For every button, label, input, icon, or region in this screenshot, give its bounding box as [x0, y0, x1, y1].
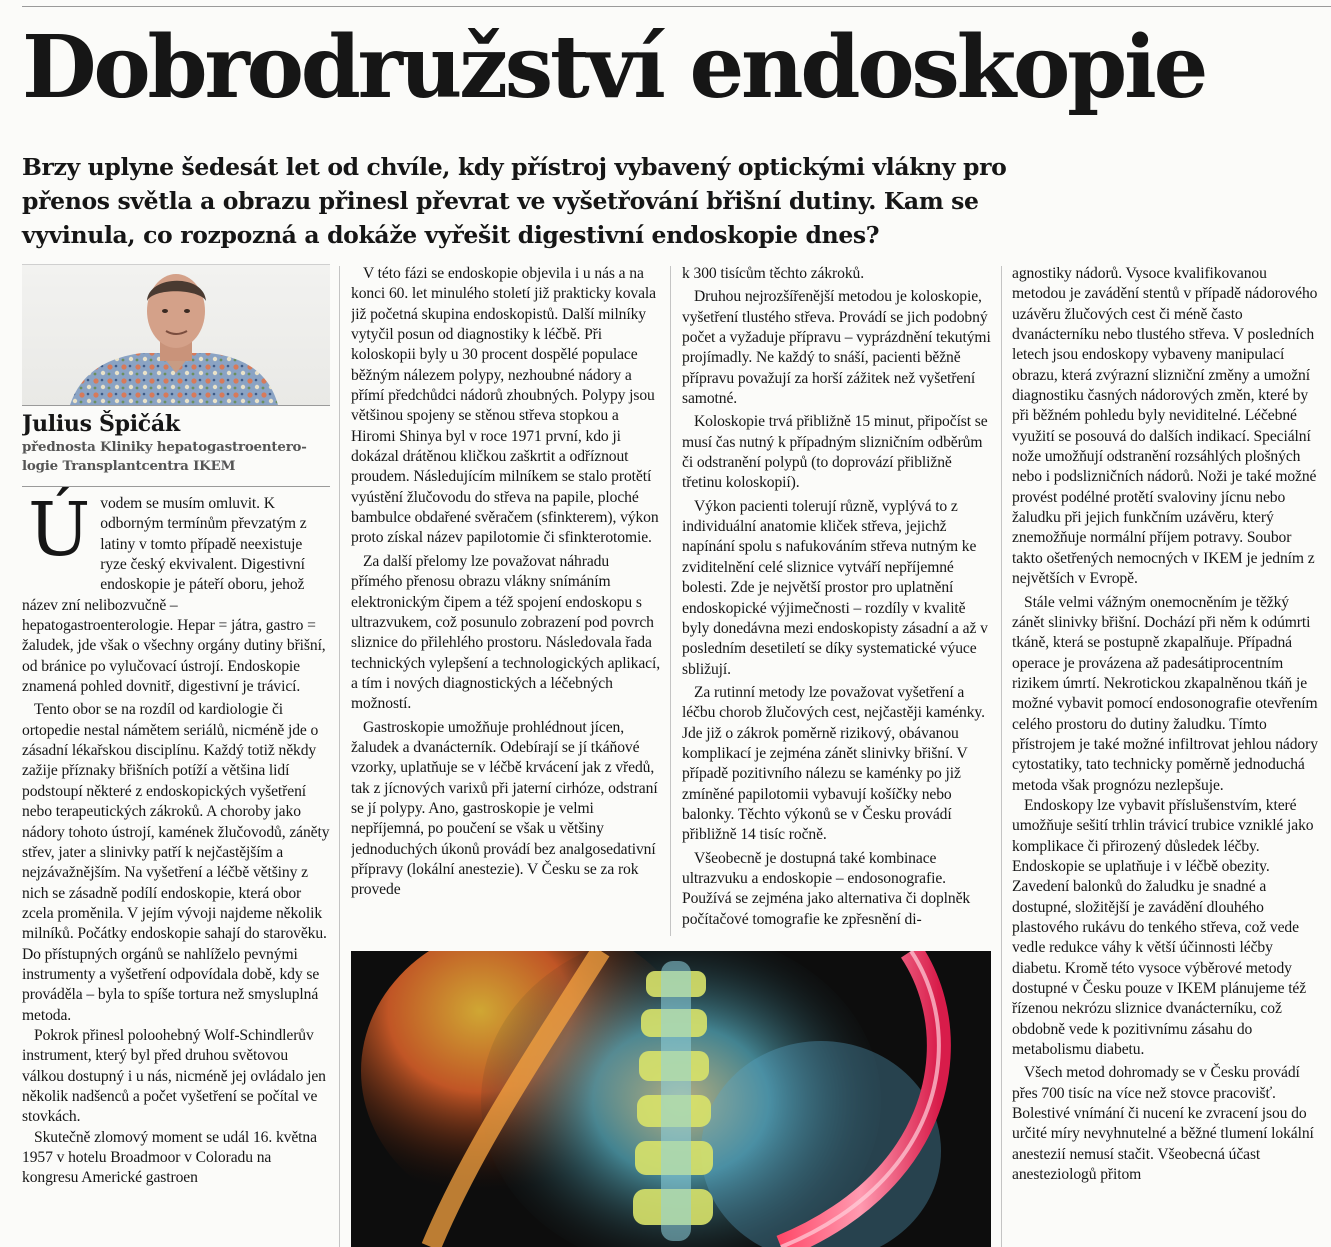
column-separator	[1001, 266, 1002, 1247]
paragraph: V této fázi se endoskopie objevila i u nás a na konci 60. let minulého století již prakticky kovala již početná skupina endoskopistů. Další milníky vytyčil posun od diagnostiky k léčbě. Při koloskopii byly u 30 procent dospělé populace běžným nálezem polypy, nezhoubné nádory a přímí předchůdci nádorů zhoubných. Polypy jsou většinou spojeny se stěnou střeva stopkou a Hiromi Shinya byl v roce 1971 první, kdo ji dokázal drátěnou kličkou zaškrtit a odříznout proudem. Následujícím milníkem se stalo protětí vyústění žlučovodu do střeva na papile, ploché bambulce obdařené svěračem (sfinkterem), výkon proto získal název papilotomie či sfinkterotomie.	[351, 265, 659, 547]
top-rule	[22, 6, 1331, 7]
lead-paragraph: Brzy uplyne šedesát let od chvíle, kdy přístroj vybavený optickými vlákny pro přenos světla a obrazu přinesl převrat ve vyšetřování břišní dutiny. Kam se vyvinula, co rozpozná a dokáže vyřešit digestivní endoskopie dnes?	[22, 153, 1007, 249]
paragraph: Za další přelomy lze považovat náhradu přímého přenosu obrazu vlákny snímáním elektronickým čipem a též spojení endoskopu s ultrazvukem, což posunulo zobrazení pod povrch sliznice do přilehlého prostoru. Následovala řada technických vylepšení a technologických aplikací, a tím i nových diagnostických a léčebných možností.	[351, 552, 661, 713]
paragraph: Druhou nejrozšířenější metodou je koloskopie, vyšetření tlustého střeva. Provádí se jich podobný počet a vyžaduje přípravu – vyprázdnění tekutými projímadly. Ne každý to snáší, pacienti běžně přípravu považují za horší zážitek než vyšetření samotné.	[682, 288, 991, 408]
paragraph: Za rutinní metody lze považovat vyšetření a léčbu chorob žlučových cest, nejčastěji kaménky. Jde již o zákrok poměrně rizikový, obávanou komplikací je zejména zánět slinivky břišní. V případě pozitivního nálezu se kaménky po již zmíněné papilotomii vybavují košíčky nebo balonky. Těchto výkonů se v Česku provádí přibližně 14 tisíc ročně.	[682, 683, 985, 844]
paragraph: Všech metod dohromady se v Česku provádí přes 700 tisíc na více než stovce pracovišť. Bolestivé vnímání či nucení ke zvracení jsou do určité míry nevyhnutelné a běžné tlumení lokální anestezií nemusí stačit. Všeobecná účast anesteziologů přitom	[1012, 1064, 1314, 1184]
paragraph: Endoskopy lze vybavit příslušenstvím, které umožňuje sešití trhlin trávicí trubice vzniklé jako komplikace či přirozený důsledek léčby. Endoskopie se uplatňuje i v léčbě obezity. Zavedení balonků do žaludku je snadné a dostupné, složitější je zavádění dlouhého plastového rukávu do tenkého střeva, což vede vedle redukce váhy k větší účinnosti léčby diabetu. Kromě této vysoce výběrové metody dostupné v Česku pouze v IKEM plánujeme též řízenou nekrózu sliznice dvanácterníku, což obdobně vede k pozitivnímu zásahu do metabolismu diabetu.	[1012, 796, 1314, 1059]
paragraph: Všeobecně je dostupná také kombinace ultrazvuku a endoskopie – endosonografie. Používá se zejména jako alternativa či doplněk počítačové tomografie ke zpřesnění di-	[682, 849, 971, 928]
column-separator	[339, 266, 340, 1247]
paragraph: Pokrok přinesl poloohebný Wolf-Schindlerův instrument, který byl před druhou světovou válkou dostupný i u nás, nicméně jej ovládalo jen několik nadšenců a počet vyšetření se počítal ve stovkách.	[22, 1026, 326, 1126]
paragraph: Tento obor se na rozdíl od kardiologie či ortopedie nestal námětem seriálů, nicméně jde o zásadní lékařskou disciplínu. Každý totiž někdy zažije příznaky břišních potíží a většina lidí podstoupí některé z endoskopických vyšetření nebo terapeutických zákroků. A choroby jako nádory tohoto ústrojí, kamének žlučovodů, záněty střev, jater a slinivky patří k nejčastějším a nejzávažnějším. Na vyšetření a léčbě většiny z nich se zásadně podílí endoskopie, která obor zcela proměnila. V jejím vývoji najdeme několik milníků. Počátky endoskopie sahají do starověku. Do přístupných orgánů se nahlíželo pevnými instrumenty a vyšetření odpovídala době, kdy se prováděla – byla to spíše tortura než smysluplná metoda.	[22, 701, 330, 1024]
author-bottom-rule	[22, 486, 330, 487]
paragraph: Výkon pacienti tolerují různě, vyplývá to z individuální anatomie kliček střeva, jejichž napínání spolu s nafukováním střeva nutným ke zviditelnění celé sliznice vytváří nepříjemné bolesti. Zde je největší prostor pro uplatnění endoskopické výjimečnosti – rozdíly v kvalitě byly donedávna mezi endoskopisty zásadní a až v posledním desetiletí se díky systematické výuce sbližují.	[682, 497, 988, 678]
paragraph: agnostiky nádorů. Vysoce kvalifikovanou metodou je zavádění stentů v případě nádorového uzávěru žlučových cest či méně často dvanácterníku nebo tlustého střeva. V posledních letech jsou endoskopy vybaveny manipulací obrazu, která zvýrazní slizniční změny a umožní diagnostiku časných nádorových změn, které by při běžném pohledu byly neviditelné. Léčebné využití se posouvá do dalších indikací. Speciální nože umožňují odstranění rozsáhlých plošných nebo i podslizničních nádorů. Noži je také možné provést podélné protětí svaloviny jícnu nebo žaludku při jejich funkčním uzávěru, který znemožňuje normální příjem potravy. Soubor takto ošetřených nemocných v IKEM je jedním z největších v Evropě.	[1012, 265, 1318, 588]
column-4	[1012, 264, 1324, 1247]
author-role: přednosta Kliniky hepatogastroenterologie Transplantcentra IKEM	[22, 439, 307, 474]
paragraph: Koloskopie trvá přibližně 15 minut, připočíst se musí čas nutný k případným slizničním odběrům či odstranění polypů (to doprovází přibližně třetinu koloskopií).	[682, 413, 988, 492]
paragraph: vodem se musím omluvit. K odborným termínům převzatým z latiny v tomto případě neexistuje ryze český ekvivalent. Digestivní endoskopie je páteří oboru, jehož název zní nelibozvučně – hepatogastroenterologie. Hepar = játra, gastro = žaludek, jde však o všechny orgány dutiny břišní, od bránice po vylučovací ústrojí. Endoskopie znamená pohled dovnitř, digestivní je trávicí.	[22, 495, 326, 696]
column-3	[682, 264, 992, 932]
author-photo	[22, 264, 330, 405]
headline: Dobrodružství endoskopie	[22, 17, 1206, 118]
column-1	[22, 264, 330, 1247]
author-box	[22, 264, 330, 487]
paragraph: Skutečně zlomový moment se udál 16. května 1957 v hotelu Broadmoor v Coloradu na kongresu Americké gastroen	[22, 1128, 317, 1187]
column-2	[351, 264, 661, 932]
column-separator	[670, 266, 671, 936]
paragraph: Stále velmi vážným onemocněním je těžký zánět slinivky břišní. Dochází při něm k odúmrti tkáně, která se postupně zkapalňuje. Případná operace je provázena až padesátiprocentním rizikem úmrtí. Nekrotickou zkapalněnou tkáň je možné vybavit pomocí endosonografie otevřením celého prostoru do dutiny žaludku. Tímto přístrojem je také možné infiltrovat jehlou nádory cytostatiky, tato technicky poměrně jednoduchá metoda však prognózu nezlepšuje.	[1012, 593, 1318, 794]
author-divider	[22, 405, 330, 406]
drop-cap: Ú	[28, 487, 91, 573]
xray-image	[351, 951, 991, 1247]
paragraph: k 300 tisícům těchto zákroků.	[682, 265, 865, 282]
paragraph: Gastroskopie umožňuje prohlédnout jícen, žaludek a dvanácterník. Odebírají se jí tkáňové vzorky, uplatňuje se v léčbě krvácení jak z vředů, tak z jícnových varixů při jaterní cirhóze, odstraní se jí polypy. Ano, gastroskopie je velmi nepříjemná, po poučení se však u většiny jednoduchých úkonů provádí bez analgosedativní přípravy (lokální anestezie). V Česku se za rok provede	[351, 718, 658, 899]
author-name: Julius Špičák	[22, 411, 180, 437]
